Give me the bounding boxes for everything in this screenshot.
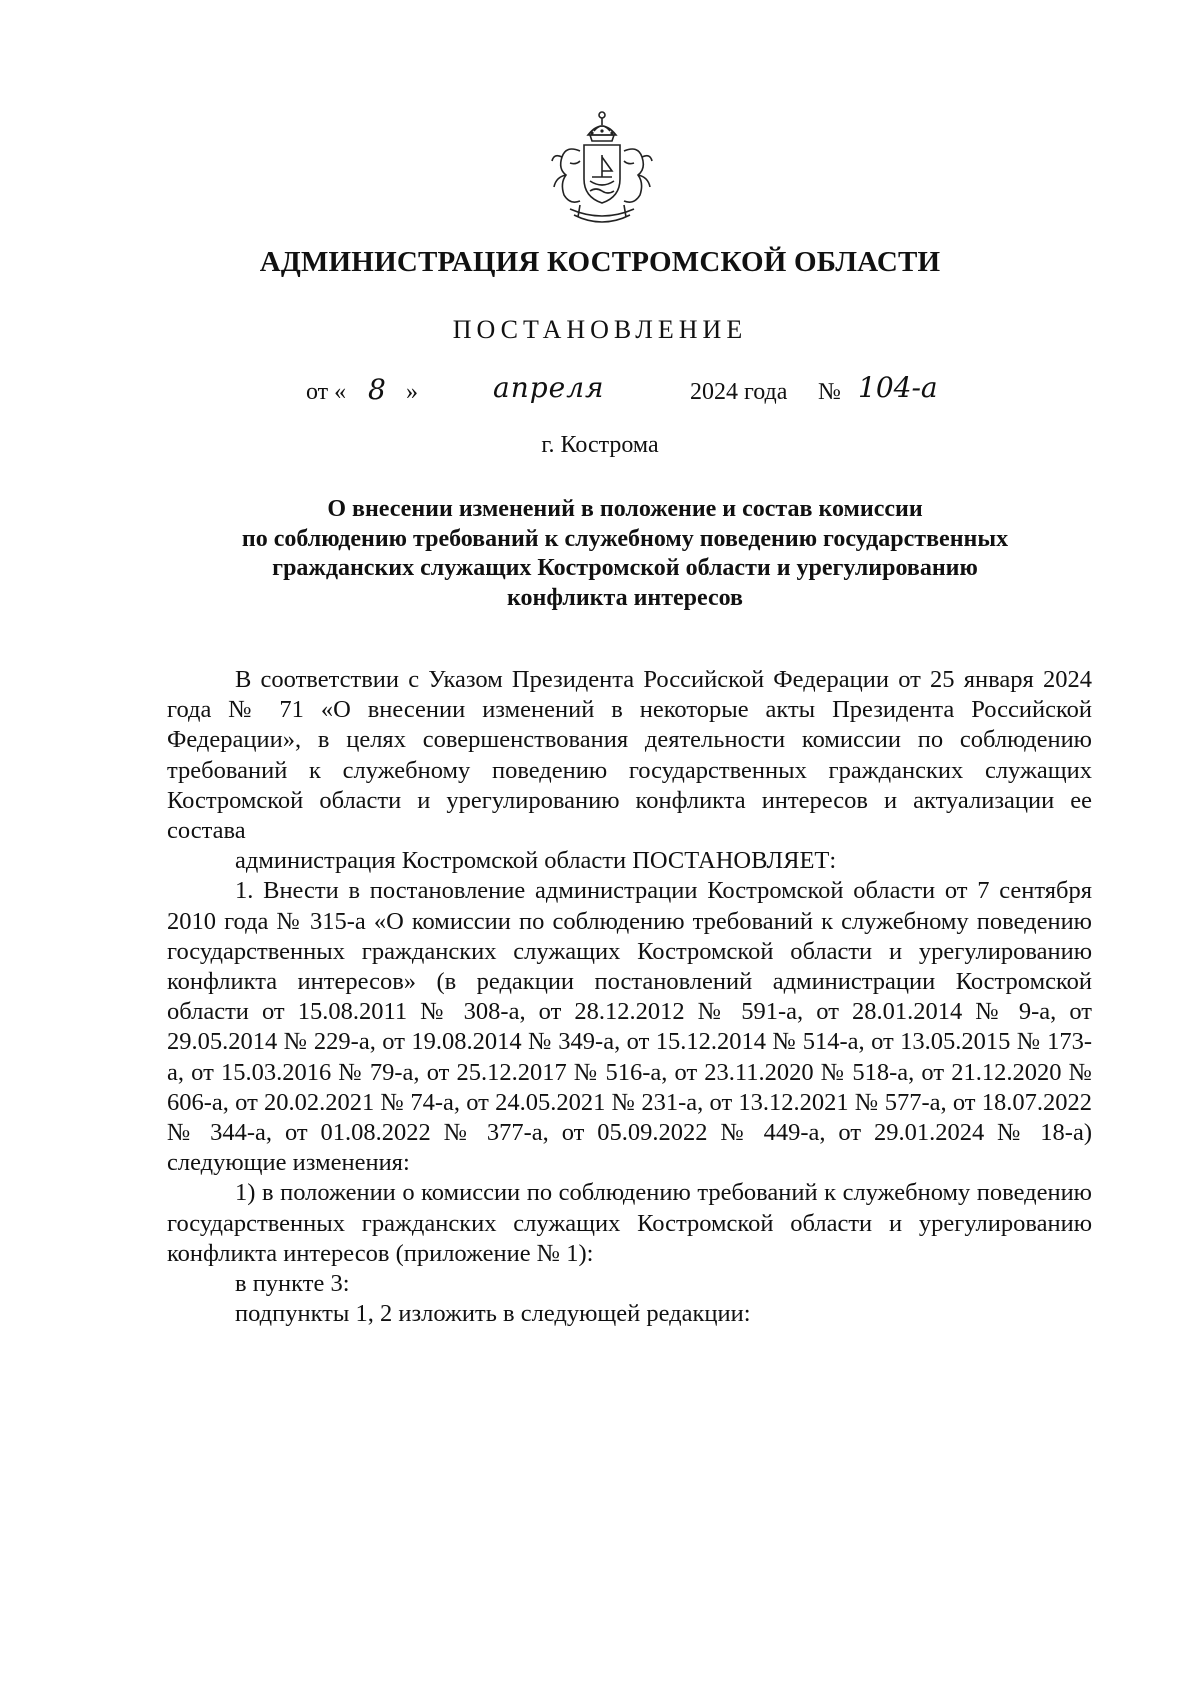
resolve-paragraph: администрация Костромской области ПОСТАНОВЛЯЕТ: [235, 847, 837, 875]
subpoints-paragraph: подпункты 1, 2 изложить в следующей редакции: [235, 1300, 751, 1328]
number-sign: № [818, 379, 841, 405]
preamble-paragraph: В соответствии с Указом Президента Российской Федерации от 25 января 2024 года № 71 «О внесении изменений в некоторые акты Президента Российской Федерации», в целях совершенствования деятельности комиссии по соблюдению требований к служебному поведению государственных гражданских служащих Костромской области и урегулированию конфликта интересов и актуализации ее состава [167, 666, 1092, 845]
item-1-paragraph: 1. Внести в постановление администрации Костромской области от 7 сентября 2010 года № 315-а «О комиссии по соблюдению требований к служебному поведению государственных гражданских служащих Костромской области и урегулированию конфликта интересов» (в редакции постановлений администрации Костромской области от 15.08.2011 № 308-а, от 28.12.2012 № 591-а, от 28.01.2014 № 9-а, от 29.05.2014 № 229-а, от 19.08.2014 № 349-а, от 15.12.2014 № 514-а, от 13.05.2015 № 173-а, от 15.03.2016 № 79-а, от 25.12.2017 № 516-а, от 23.11.2020 № 518-а, от 21.12.2020 № 606-а, от 20.02.2021 № 74-а, от 24.05.2021 № 231-а, от 13.12.2021 № 577-а, от 18.07.2022 № 344-а, от 01.08.2022 № 377-а, от 05.09.2022 № 449-а, от 29.01.2024 № 18-а) [167, 877, 1092, 1147]
subject-line: конфликта интересов [507, 584, 743, 611]
subject-line: О внесении изменений в положение и состав комиссии [327, 496, 923, 522]
document-subject [160, 495, 1090, 613]
date-year: 2024 года [690, 379, 788, 405]
item-1-ending: следующие изменения: [167, 1149, 410, 1177]
coat-of-arms [540, 105, 664, 230]
date-prefix: от « [306, 379, 347, 405]
organization-title: АДМИНИСТРАЦИЯ КОСТРОМСКОЙ ОБЛАСТИ [259, 246, 941, 278]
subitem-1-paragraph: 1) в положении о комиссии по соблюдению требований к служебному поведению государственных гражданских служащих Костромской области и урегулированию конфликта интересов (приложение № 1): [167, 1179, 1092, 1267]
document-type: ПОСТАНОВЛЕНИЕ [452, 315, 748, 344]
subject-line: по соблюдению требований к служебному поведению государственных [241, 525, 1009, 552]
date-close-quote: » [406, 379, 418, 405]
document-number: 104-а [858, 371, 938, 404]
document-body [167, 665, 1092, 1329]
city: г. Кострома [541, 432, 659, 458]
point-3-paragraph: в пункте 3: [235, 1270, 350, 1298]
kostroma-coat-of-arms-icon [540, 105, 664, 230]
date-month: апреля [493, 371, 605, 404]
date-number-line [0, 371, 1200, 415]
date-day: 8 [368, 373, 386, 406]
subject-line: гражданских служащих Костромской области и урегулированию [272, 555, 978, 581]
